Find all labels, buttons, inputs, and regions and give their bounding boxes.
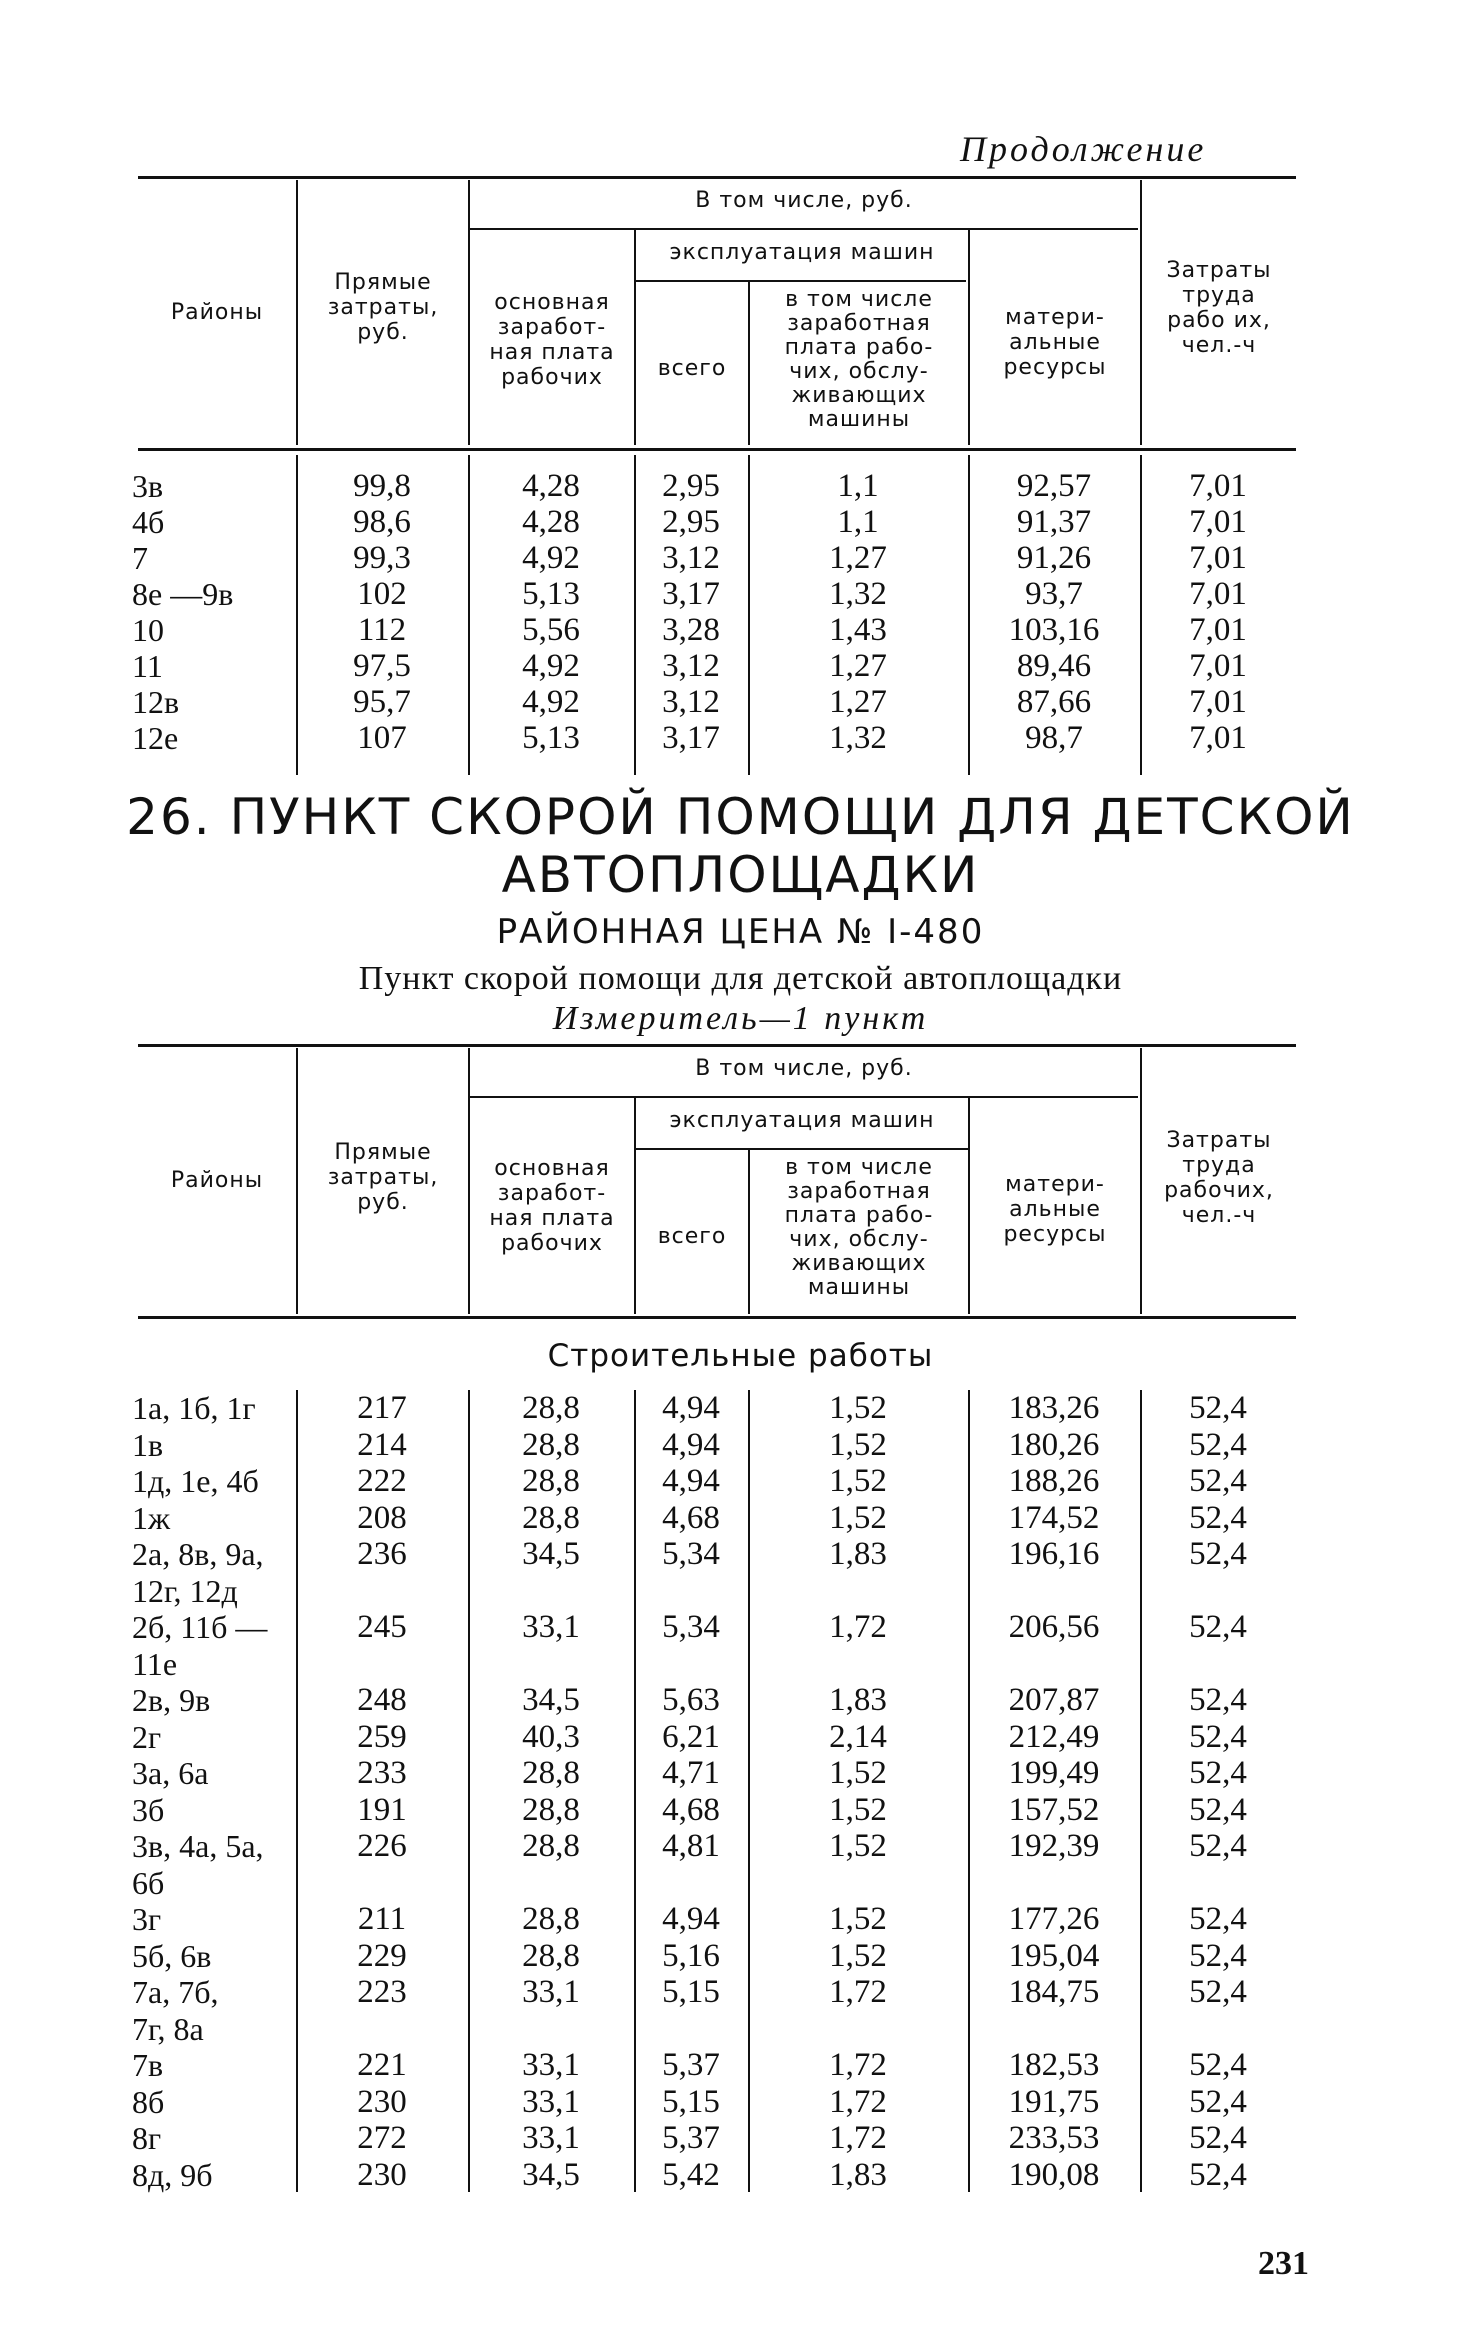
cell-region: 3в: [132, 468, 164, 504]
cell-machines-wage: 1,52: [829, 1499, 887, 1536]
cell-machines-total: 5,42: [662, 2156, 720, 2193]
header-machines-wage: в том числе заработная плата рабо- чих, обслу- живающих машины: [784, 287, 934, 432]
cell-direct-costs: 191: [357, 1791, 407, 1828]
header-including: В том числе, руб.: [695, 1056, 913, 1081]
cell-materials: 103,16: [1008, 612, 1100, 648]
cell-machines-total: 5,63: [662, 1682, 720, 1718]
cell-region: 2а, 8в, 9а,: [132, 1536, 264, 1572]
cell-region: 2г: [132, 1718, 162, 1755]
cell-region: 1ж: [132, 1499, 171, 1536]
rule: [636, 1148, 968, 1150]
cell-machines-wage: 1,83: [829, 2156, 887, 2193]
cell-machines-wage: 1,83: [829, 1536, 887, 1572]
cell-machines-wage: 1,52: [829, 1901, 887, 1937]
cell-region: 6б: [132, 1864, 165, 1901]
cell-region: 12в: [132, 684, 180, 720]
cell-materials: 93,7: [1025, 576, 1083, 612]
cell-labor: 52,4: [1189, 2120, 1247, 2156]
cell-region: 2в, 9в: [132, 1682, 211, 1718]
cell-materials: 182,53: [1008, 2047, 1100, 2083]
unit-of-measure: Измеритель—1 пункт: [552, 1000, 929, 1037]
header-regions: Районы: [170, 1168, 264, 1193]
cell-machines-wage: 1,52: [829, 1390, 887, 1426]
cell-direct-costs: 214: [357, 1426, 407, 1463]
cell-region: 3г: [132, 1901, 162, 1937]
cell-direct-costs: 233: [357, 1755, 407, 1791]
cell-labor: 52,4: [1189, 1828, 1247, 1864]
cell-region: 8б: [132, 2083, 165, 2120]
cell-base-wage: 28,8: [522, 1937, 580, 1974]
header-materials: матери- альные ресурсы: [1003, 1172, 1107, 1247]
cell-region: 1д, 1е, 4б: [132, 1463, 259, 1499]
cell-materials: 195,04: [1008, 1937, 1100, 1974]
cell-direct-costs: 222: [357, 1463, 407, 1499]
header-base-wage: основная заработ- ная плата рабочих: [489, 290, 615, 390]
cell-direct-costs: 245: [357, 1609, 407, 1645]
cell-materials: 196,16: [1008, 1536, 1100, 1572]
cell-region: 1в: [132, 1426, 164, 1463]
cell-labor: 52,4: [1189, 1390, 1247, 1426]
cell-machines-total: 3,12: [662, 684, 720, 720]
cell-machines-wage: 1,52: [829, 1828, 887, 1864]
cell-base-wage: 4,92: [522, 684, 580, 720]
cell-materials: 92,57: [1016, 468, 1092, 504]
cell-labor: 52,4: [1189, 2083, 1247, 2120]
cell-machines-total: 2,95: [662, 504, 720, 540]
cell-labor: 7,01: [1189, 504, 1247, 540]
rule: [470, 228, 1138, 230]
cell-materials: 174,52: [1008, 1499, 1100, 1536]
cell-machines-wage: 1,27: [829, 540, 887, 576]
header-machines: эксплуатация машин: [669, 1108, 935, 1133]
cell-materials: 190,08: [1008, 2156, 1100, 2193]
cell-direct-costs: 223: [357, 1974, 407, 2010]
cell-labor: 52,4: [1189, 1974, 1247, 2010]
cell-direct-costs: 102: [357, 576, 407, 612]
cell-machines-wage: 1,72: [829, 1609, 887, 1645]
cell-base-wage: 33,1: [522, 2120, 580, 2156]
header-labor: Затраты труда рабочих, чел.-ч: [1164, 1128, 1274, 1228]
cell-labor: 52,4: [1189, 2156, 1247, 2193]
cell-labor: 52,4: [1189, 1609, 1247, 1645]
cell-machines-total: 5,16: [662, 1937, 720, 1974]
cell-base-wage: 33,1: [522, 2083, 580, 2120]
cell-base-wage: 40,3: [522, 1718, 580, 1755]
cell-machines-wage: 1,52: [829, 1791, 887, 1828]
cell-labor: 52,4: [1189, 1901, 1247, 1937]
cell-labor: 52,4: [1189, 1499, 1247, 1536]
cell-machines-total: 4,94: [662, 1463, 720, 1499]
header-base-wage: основная заработ- ная плата рабочих: [489, 1156, 615, 1256]
cell-direct-costs: 95,7: [353, 684, 411, 720]
cell-region: 8г: [132, 2120, 162, 2156]
cell-region: 5б, 6в: [132, 1937, 212, 1974]
cell-base-wage: 28,8: [522, 1828, 580, 1864]
cell-materials: 183,26: [1008, 1390, 1100, 1426]
cell-direct-costs: 230: [357, 2083, 407, 2120]
cell-machines-wage: 2,14: [829, 1718, 887, 1755]
cell-materials: 233,53: [1008, 2120, 1100, 2156]
cell-direct-costs: 99,8: [353, 468, 411, 504]
cell-direct-costs: 230: [357, 2156, 407, 2193]
cell-materials: 157,52: [1008, 1791, 1100, 1828]
cell-machines-total: 3,17: [662, 720, 720, 756]
cell-labor: 52,4: [1189, 1791, 1247, 1828]
cell-machines-wage: 1,27: [829, 684, 887, 720]
cell-machines-total: 4,68: [662, 1791, 720, 1828]
rule: [138, 176, 1296, 179]
cell-machines-wage: 1,83: [829, 1682, 887, 1718]
cell-machines-total: 5,37: [662, 2047, 720, 2083]
district-price: РАЙОННАЯ ЦЕНА № I-480: [496, 912, 985, 952]
cell-base-wage: 34,5: [522, 1682, 580, 1718]
cell-region: 7в: [132, 2047, 164, 2083]
cell-labor: 52,4: [1189, 1536, 1247, 1572]
cell-labor: 52,4: [1189, 2047, 1247, 2083]
cell-machines-wage: 1,1: [837, 468, 879, 504]
cell-materials: 192,39: [1008, 1828, 1100, 1864]
cell-materials: 87,66: [1016, 684, 1092, 720]
section-subtitle: Пункт скорой помощи для детской автоплощадки: [358, 960, 1123, 997]
cell-labor: 7,01: [1189, 684, 1247, 720]
cell-materials: 177,26: [1008, 1901, 1100, 1937]
cell-base-wage: 28,8: [522, 1390, 580, 1426]
cell-base-wage: 34,5: [522, 2156, 580, 2193]
cell-base-wage: 28,8: [522, 1499, 580, 1536]
cell-base-wage: 28,8: [522, 1426, 580, 1463]
cell-region: 7: [132, 540, 148, 576]
cell-materials: 191,75: [1008, 2083, 1100, 2120]
rule: [138, 1316, 1296, 1319]
cell-materials: 188,26: [1008, 1463, 1100, 1499]
cell-machines-total: 4,94: [662, 1390, 720, 1426]
cell-region: 4б: [132, 504, 165, 540]
cell-machines-total: 5,15: [662, 2083, 720, 2120]
cell-machines-total: 4,71: [662, 1755, 720, 1791]
cell-region: 12е: [132, 720, 179, 756]
cell-base-wage: 28,8: [522, 1791, 580, 1828]
cell-base-wage: 4,28: [522, 468, 580, 504]
cell-base-wage: 5,13: [522, 720, 580, 756]
header-direct-costs: Прямые затраты, руб.: [327, 270, 439, 345]
cell-base-wage: 5,56: [522, 612, 580, 648]
cell-materials: 91,26: [1016, 540, 1092, 576]
header-regions: Районы: [170, 300, 264, 325]
cell-machines-total: 3,17: [662, 576, 720, 612]
cell-machines-total: 5,34: [662, 1536, 720, 1572]
header-direct-costs: Прямые затраты, руб.: [327, 1140, 439, 1215]
section-title-line-2: АВТОПЛОЩАДКИ: [501, 846, 980, 904]
cell-machines-wage: 1,72: [829, 2120, 887, 2156]
cell-direct-costs: 236: [357, 1536, 407, 1572]
cell-base-wage: 4,92: [522, 540, 580, 576]
cell-region: 12г, 12д: [132, 1572, 238, 1609]
header-machines: эксплуатация машин: [669, 240, 935, 265]
header-machines-total: всего: [657, 1224, 727, 1249]
cell-region: 11е: [132, 1645, 178, 1682]
cell-region: 3а, 6а: [132, 1755, 209, 1791]
rule: [138, 1044, 1296, 1047]
cell-labor: 7,01: [1189, 540, 1247, 576]
cell-materials: 98,7: [1025, 720, 1083, 756]
cell-machines-total: 5,15: [662, 1974, 720, 2010]
header-labor: Затраты труда рабо их, чел.-ч: [1166, 258, 1272, 358]
cell-region: 3б: [132, 1791, 165, 1828]
cell-materials: 206,56: [1008, 1609, 1100, 1645]
rule: [470, 1096, 1138, 1098]
cell-direct-costs: 107: [357, 720, 407, 756]
cell-region: 1а, 1б, 1г: [132, 1390, 256, 1426]
cell-machines-wage: 1,52: [829, 1426, 887, 1463]
cell-region: 10: [132, 612, 164, 648]
cell-machines-wage: 1,72: [829, 2047, 887, 2083]
cell-base-wage: 28,8: [522, 1463, 580, 1499]
cell-direct-costs: 97,5: [353, 648, 411, 684]
cell-direct-costs: 226: [357, 1828, 407, 1864]
cell-base-wage: 33,1: [522, 1974, 580, 2010]
continuation-label: Продолжение: [960, 129, 1207, 169]
cell-region: 2б, 11б —: [132, 1609, 268, 1645]
cell-direct-costs: 229: [357, 1937, 407, 1974]
cell-machines-total: 5,34: [662, 1609, 720, 1645]
cell-region: 8д, 9б: [132, 2156, 213, 2193]
cell-machines-wage: 1,52: [829, 1937, 887, 1974]
cell-labor: 52,4: [1189, 1937, 1247, 1974]
cell-direct-costs: 221: [357, 2047, 407, 2083]
cell-labor: 7,01: [1189, 576, 1247, 612]
cell-labor: 7,01: [1189, 648, 1247, 684]
cell-machines-wage: 1,32: [829, 576, 887, 612]
cell-base-wage: 33,1: [522, 2047, 580, 2083]
cell-direct-costs: 248: [357, 1682, 407, 1718]
cell-base-wage: 5,13: [522, 576, 580, 612]
cell-region: 8е —9в: [132, 576, 234, 612]
cell-labor: 52,4: [1189, 1426, 1247, 1463]
cell-machines-wage: 1,27: [829, 648, 887, 684]
group-heading: Строительные работы: [547, 1338, 934, 1374]
cell-labor: 52,4: [1189, 1718, 1247, 1755]
cell-materials: 91,37: [1016, 504, 1092, 540]
cell-machines-wage: 1,32: [829, 720, 887, 756]
cell-materials: 212,49: [1008, 1718, 1100, 1755]
cell-region: 3в, 4а, 5а,: [132, 1828, 264, 1864]
cell-labor: 7,01: [1189, 612, 1247, 648]
cell-labor: 52,4: [1189, 1755, 1247, 1791]
cell-direct-costs: 98,6: [353, 504, 411, 540]
cell-machines-wage: 1,52: [829, 1463, 887, 1499]
cell-machines-total: 5,37: [662, 2120, 720, 2156]
cell-machines-total: 4,68: [662, 1499, 720, 1536]
cell-base-wage: 4,92: [522, 648, 580, 684]
cell-materials: 89,46: [1016, 648, 1092, 684]
cell-base-wage: 33,1: [522, 1609, 580, 1645]
cell-materials: 180,26: [1008, 1426, 1100, 1463]
cell-direct-costs: 217: [357, 1390, 407, 1426]
cell-machines-total: 6,21: [662, 1718, 720, 1755]
cell-region: 7г, 8а: [132, 2010, 204, 2047]
cell-machines-total: 2,95: [662, 468, 720, 504]
cell-labor: 52,4: [1189, 1682, 1247, 1718]
cell-direct-costs: 211: [357, 1901, 407, 1937]
cell-direct-costs: 208: [357, 1499, 407, 1536]
cell-materials: 207,87: [1008, 1682, 1100, 1718]
cell-machines-wage: 1,52: [829, 1755, 887, 1791]
cell-machines-total: 4,81: [662, 1828, 720, 1864]
cell-base-wage: 34,5: [522, 1536, 580, 1572]
section-title-line-1: 26. ПУНКТ СКОРОЙ ПОМОЩИ ДЛЯ ДЕТСКОЙ: [126, 788, 1355, 846]
cell-machines-wage: 1,43: [829, 612, 887, 648]
cell-region: 11: [132, 648, 163, 684]
cell-direct-costs: 112: [357, 612, 407, 648]
header-machines-total: всего: [657, 356, 727, 381]
cell-direct-costs: 99,3: [353, 540, 411, 576]
header-including: В том числе, руб.: [695, 188, 913, 213]
cell-region: 7а, 7б,: [132, 1974, 219, 2010]
rule: [138, 448, 1296, 451]
cell-materials: 184,75: [1008, 1974, 1100, 2010]
cell-labor: 7,01: [1189, 468, 1247, 504]
cell-direct-costs: 259: [357, 1718, 407, 1755]
rule: [636, 280, 966, 282]
cell-base-wage: 28,8: [522, 1755, 580, 1791]
header-materials: матери- альные ресурсы: [1003, 305, 1107, 380]
cell-machines-total: 3,12: [662, 648, 720, 684]
cell-machines-wage: 1,72: [829, 2083, 887, 2120]
cell-labor: 52,4: [1189, 1463, 1247, 1499]
cell-labor: 7,01: [1189, 720, 1247, 756]
cell-machines-total: 3,28: [662, 612, 720, 648]
cell-materials: 199,49: [1008, 1755, 1100, 1791]
cell-machines-wage: 1,1: [837, 504, 879, 540]
cell-machines-total: 3,12: [662, 540, 720, 576]
cell-machines-wage: 1,72: [829, 1974, 887, 2010]
cell-direct-costs: 272: [357, 2120, 407, 2156]
cell-machines-total: 4,94: [662, 1426, 720, 1463]
page-number: 231: [1258, 2245, 1309, 2282]
header-machines-wage: в том числе заработная плата рабо- чих, обслу- живающих машины: [784, 1155, 934, 1300]
cell-base-wage: 4,28: [522, 504, 580, 540]
cell-base-wage: 28,8: [522, 1901, 580, 1937]
cell-machines-total: 4,94: [662, 1901, 720, 1937]
